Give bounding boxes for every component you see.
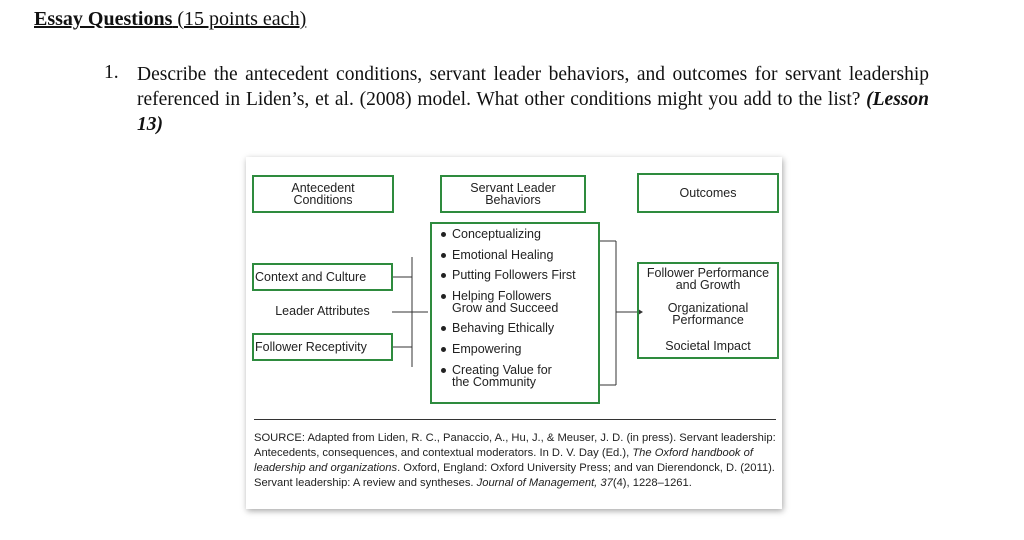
behavior-item — [440, 228, 598, 240]
header-line: Antecedent — [291, 181, 355, 195]
header-line: Behaviors — [485, 193, 541, 207]
antecedent-label: Context and Culture — [255, 270, 367, 284]
outcome-label: Performance — [672, 313, 744, 327]
antecedent-label: Follower Receptivity — [255, 340, 367, 354]
outcome-label: Follower Performance — [646, 266, 770, 280]
citation-text: (4), 1228–1261. — [612, 477, 692, 489]
behavior-item — [440, 343, 598, 355]
behavior-label: Helping Followers — [452, 288, 552, 303]
behavior-item — [440, 322, 598, 334]
behavior-item — [440, 269, 598, 281]
behavior-label: Conceptualizing — [452, 227, 541, 241]
behavior-label: Empowering — [452, 341, 522, 356]
outcome-societal-impact — [639, 340, 777, 352]
header-line: Conditions — [293, 193, 353, 207]
citation-text: SOURCE: Adapted from Liden, R. C., Panaccio, A., Hu, J., & Meuser, J. D. (in press). Servant leadership: Antecedents, consequences, and contextual moderators. In D. V. Day (Ed.), — [254, 432, 776, 459]
behavior-label: Putting Followers First — [452, 268, 576, 283]
outcome-label: Societal Impact — [665, 339, 751, 353]
citation-journal: Journal of Management, 37 — [476, 477, 613, 489]
outcomes-box — [637, 262, 779, 359]
header-line: Servant Leader — [470, 181, 556, 195]
antecedent-context-culture — [252, 263, 393, 291]
page-heading — [34, 8, 306, 31]
servant-leader-behaviors-header — [440, 175, 586, 213]
behavior-item — [440, 249, 598, 261]
behavior-label: Creating Value for — [452, 362, 552, 377]
antecedent-label: Leader Attributes — [275, 304, 370, 318]
antecedent-follower-receptivity — [252, 333, 393, 361]
citation-book-title: The Oxford handbook of leadership and organizations — [254, 447, 753, 474]
outcomes-header — [637, 173, 779, 213]
antecedent-leader-attributes — [252, 305, 393, 317]
servant-leadership-model-figure — [246, 157, 782, 509]
behavior-label: Emotional Healing — [452, 247, 554, 262]
outcomes-header-label: Outcomes — [679, 186, 737, 200]
outcome-label: Organizational — [667, 301, 749, 315]
outcome-organizational-performance — [639, 302, 777, 326]
outcome-label: and Growth — [675, 278, 741, 292]
source-citation — [254, 419, 776, 491]
heading-points: (15 points each) — [172, 8, 307, 30]
question-body: Describe the antecedent conditions, servant leader behaviors, and outcomes for servant leadership referenced in Liden’s, et al. (2008) model. What other conditions might you add to the list? — [137, 64, 929, 110]
behaviors-list-box — [430, 222, 600, 404]
behavior-label: Behaving Ethically — [452, 321, 555, 336]
behavior-label: the Community — [452, 374, 537, 389]
outcome-follower-performance — [639, 267, 777, 291]
citation-text: . Oxford, England: Oxford University Press; and van Dierendonck, D. (2011). Servant leadership: A review and syntheses. — [254, 462, 775, 489]
heading-title: Essay Questions — [34, 8, 173, 30]
question-text — [137, 62, 929, 137]
behavior-item — [440, 364, 598, 388]
behavior-item — [440, 290, 598, 314]
behavior-label: Grow and Succeed — [452, 300, 559, 315]
antecedent-conditions-header — [252, 175, 394, 213]
question-number: 1. — [104, 62, 119, 83]
question-lesson: (Lesson 13) — [137, 89, 929, 135]
